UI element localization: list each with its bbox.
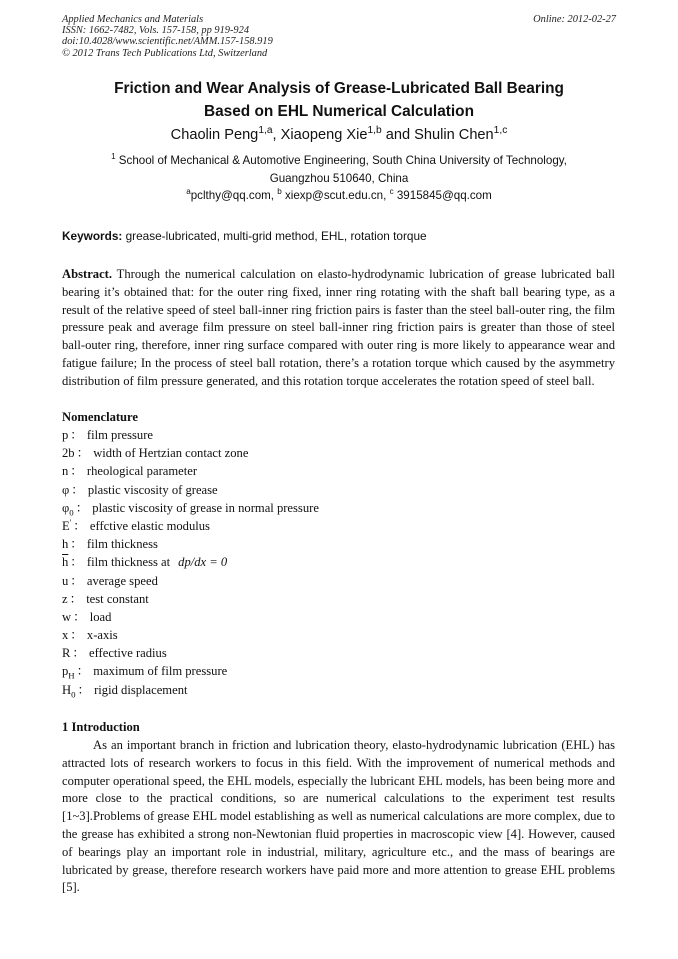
nomenclature-description: rheological parameter [86, 464, 198, 479]
nomenclature-item [62, 590, 319, 608]
nomenclature-item [62, 499, 319, 517]
author-3: Shulin Chen [414, 127, 494, 143]
nomenclature-separator: ： [71, 482, 84, 497]
nomenclature-item [62, 626, 319, 644]
paper-title [62, 77, 616, 123]
abstract-text: Through the numerical calculation on elasto-hydrodynamic lubrication of grease lubricated ball bearing it’s obtained that: for the outer ring fixed, inner ring rotating with the shaft ball bearing type, as a result of the relative speed of steel ball-inner ring friction pairs is faster than the steel ball-outer ring, the film pressure peak and average film pressure on steel ball-inner ring friction pairs is greater than those of steel ball-outer ring, therefore, inner ring surface compared with outer ring is more likely to appearance wear and fatigue failure; In the process of steel ball rotation, there’s a rotation torque which caused by the asymmetry distribution of film pressure generated, and this rotation torque accelerates the rotation speed of steel ball. [62, 267, 615, 388]
nomenclature-symbol: h [62, 537, 69, 552]
symbol-base: E [62, 518, 70, 533]
nomenclature-separator: ： [70, 573, 83, 588]
author-separator: , [272, 127, 281, 143]
nomenclature-symbol: φ [62, 482, 70, 497]
author-2: Xiaopeng Xie [280, 127, 368, 143]
email-a-mark: a [186, 187, 191, 197]
nomenclature-description: test constant [86, 591, 149, 606]
nomenclature-separator: ： [76, 446, 90, 461]
affiliation [62, 152, 616, 205]
nomenclature-item [62, 681, 319, 699]
email-b: xiexp@scut.edu.cn, [281, 189, 390, 202]
nomenclature-description: film thickness [86, 537, 158, 552]
nomenclature-description: average speed [86, 573, 158, 588]
nomenclature-description: x-axis [86, 628, 118, 643]
email-a: pclthy@qq.com, [190, 189, 278, 202]
nomenclature-description: film thickness at [86, 555, 171, 570]
section-heading-introduction: 1 Introduction [62, 720, 140, 734]
nomenclature-separator: ： [70, 537, 83, 552]
nomenclature-item [62, 481, 319, 499]
journal-header [62, 14, 616, 59]
nomenclature-item [62, 608, 319, 626]
nomenclature-description: plastic viscosity of grease [87, 482, 218, 497]
nomenclature-item [62, 572, 319, 590]
journal-issn: ISSN: 1662-7482, Vols. 157-158, pp 919-924 [62, 25, 250, 37]
nomenclature-separator: ： [69, 591, 83, 606]
nomenclature-symbol: R [62, 646, 71, 661]
abstract-label: Abstract. [62, 267, 113, 281]
nomenclature-separator: ： [76, 664, 90, 679]
nomenclature-separator: ： [73, 518, 86, 533]
nomenclature-heading: Nomenclature [62, 410, 139, 424]
symbol-base: H [62, 682, 72, 697]
inline-equation: dp/dx = 0 [178, 555, 228, 570]
nomenclature-symbol [62, 662, 75, 680]
online-date: Online: 2012-02-27 [533, 14, 616, 25]
introduction-paragraph: As an important branch in friction and lubrication theory, elasto-hydrodynamic lubrication (EHL) has attracted lots of research workers to focus in this field. With the improvement of numerical methods and computer operational speed, the EHL models, especially the lubricant EHL models, has been being more and more close to the practical conditions, so are numerical calculations to the experiment test results [1~3].Problems of grease EHL model establishing as well as numerical calculations are more complex, due to the grease has exhibited a strong non-Newtonian fluid properties in macroscopic view [4]. However, caused of bearings play an important role in industrial, military, agriculture etc., and the mass of bearings are lubricated by grease, therefore research workers have paid more and more attention to grease EHL problems [5]. [62, 738, 615, 895]
symbol-prime: ' [69, 516, 72, 527]
author-conjunction: and [381, 127, 415, 143]
affiliation-line-2: Guangzhou 510640, China [269, 171, 409, 185]
nomenclature-item [62, 517, 319, 535]
nomenclature-item [62, 553, 319, 571]
nomenclature-item [62, 444, 319, 462]
abstract [62, 266, 615, 391]
author-2-affil: 1,b [367, 125, 382, 137]
nomenclature-list [62, 426, 319, 699]
nomenclature-separator: ： [77, 682, 91, 697]
email-b-mark: b [277, 187, 282, 197]
symbol-base: p [62, 664, 69, 679]
nomenclature-symbol: w [62, 609, 72, 624]
author-1: Chaolin Peng [170, 127, 259, 143]
nomenclature-symbol: u [62, 573, 69, 588]
nomenclature-item [62, 462, 319, 480]
affiliation-line-1 [62, 152, 616, 170]
nomenclature-description: effective radius [89, 646, 167, 661]
nomenclature-symbol: 2b [62, 446, 75, 461]
keywords-label: Keywords: [62, 229, 123, 243]
nomenclature-separator: ： [70, 428, 83, 442]
nomenclature-description: effctive elastic modulus [89, 518, 210, 533]
journal-name: Applied Mechanics and Materials [62, 14, 204, 25]
author-emails [62, 187, 616, 205]
affiliation-text: School of Mechanical & Automotive Engineering, South China University of Technology, [115, 154, 567, 167]
affiliation-mark: 1 [111, 152, 116, 162]
symbol-subscript: 0 [69, 507, 74, 518]
nomenclature-symbol: n [62, 464, 69, 479]
nomenclature-separator: ： [72, 646, 85, 661]
keywords-text: grease-lubricated, multi-grid method, EHL, rotation torque [122, 229, 427, 243]
email-c: 3915845@qq.com [393, 189, 492, 202]
title-line-1: Friction and Wear Analysis of Grease-Lubricated Ball Bearing [114, 80, 564, 97]
symbol-subscript: 0 [71, 689, 76, 700]
nomenclature-description: plastic viscosity of grease in normal pressure [92, 500, 319, 515]
nomenclature-description: width of Hertzian contact zone [93, 446, 249, 461]
symbol-base: φ [62, 500, 70, 515]
nomenclature-description: film pressure [86, 428, 153, 442]
email-c-mark: c [389, 187, 394, 197]
nomenclature-separator: ： [75, 500, 89, 515]
nomenclature-separator: ： [70, 464, 83, 479]
nomenclature-description: rigid displacement [94, 682, 188, 697]
nomenclature-description: load [89, 609, 112, 624]
nomenclature-item [62, 426, 319, 444]
nomenclature-separator: ： [73, 609, 86, 624]
author-1-affil: 1,a [258, 125, 273, 137]
nomenclature-item [62, 535, 319, 553]
nomenclature-item [62, 662, 319, 680]
author-3-affil: 1,c [493, 125, 508, 137]
nomenclature-item [62, 644, 319, 662]
nomenclature-symbol [62, 499, 74, 517]
keywords [62, 229, 616, 244]
nomenclature-separator: ： [70, 628, 83, 643]
journal-copyright: © 2012 Trans Tech Publications Ltd, Switzerland [62, 47, 268, 59]
nomenclature-symbol: z [62, 591, 68, 606]
title-line-2: Based on EHL Numerical Calculation [204, 103, 474, 120]
symbol-subscript: H [68, 670, 75, 681]
nomenclature-symbol: $\overline{h}$ [62, 555, 69, 570]
nomenclature-description: maximum of film pressure [93, 664, 228, 679]
nomenclature-separator: ： [70, 555, 83, 570]
nomenclature-symbol: p [62, 428, 69, 442]
nomenclature-symbol [62, 517, 71, 535]
author-list [62, 126, 616, 144]
nomenclature-symbol: x [62, 628, 69, 643]
journal-doi: doi:10.4028/www.scientific.net/AMM.157-158.919 [62, 36, 273, 48]
nomenclature-symbol [62, 681, 76, 699]
